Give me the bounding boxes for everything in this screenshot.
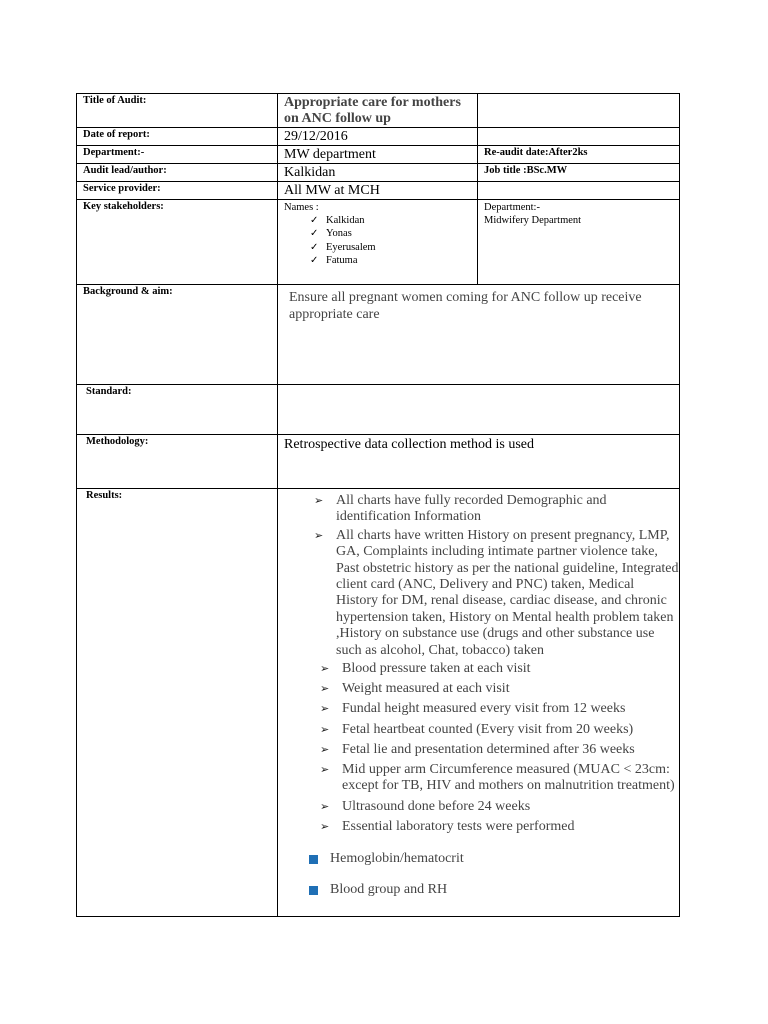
arrowhead-bullet-icon: ➢ (320, 763, 330, 777)
list-item: ➢ Blood pressure taken at each visit (320, 661, 531, 677)
row-title (77, 94, 680, 128)
arrowhead-bullet-icon: ➢ (320, 742, 330, 756)
list-item: ➢ Ultrasound done before 24 weeks (320, 798, 531, 814)
date-label: Date of report: (77, 128, 278, 146)
stakeholder-names (278, 200, 478, 285)
row-date (77, 128, 680, 146)
background-label: Background & aim: (77, 285, 278, 385)
job-title: Job title :BSc.MW (478, 164, 680, 182)
list-item: ➢ All charts have written History on present pregnancy, LMP, GA, Complaints including intimate partner violence take, Past obstetric history as per the national guideline, Integrated client card (ANC, Delivery and PNC) taken, Medical History for DM, renal disease, cardiac disease, and chronic hypertension taken, History on Mental health problem taken ,History on substance use (drugs and other substance use such as alcohol, Chat, tobacco) taken (314, 527, 679, 658)
arrowhead-bullet-icon: ➢ (320, 662, 330, 676)
arrowhead-bullet-icon: ➢ (314, 528, 324, 542)
check-mark-icon: ✓ (310, 215, 319, 226)
names-label: Names : (284, 202, 319, 213)
list-item: ➢ Weight measured at each visit (320, 681, 510, 697)
row-lead (77, 164, 680, 182)
row-background (77, 285, 680, 385)
check-mark-icon: ✓ (310, 228, 319, 240)
arrowhead-bullet-icon: ➢ (320, 819, 330, 833)
arrowhead-bullet-icon: ➢ (320, 799, 330, 813)
reaudit-date: Re-audit date:After2ks (478, 146, 680, 164)
list-item: ➢ Fundal height measured every visit from 12 weeks (320, 701, 626, 717)
department-value: MW department (278, 146, 478, 164)
lead-value: Kalkidan (278, 164, 478, 182)
list-item: ✓ Fatuma (310, 255, 358, 267)
list-item: ➢ Fetal lie and presentation determined after 36 weeks (320, 741, 635, 757)
results-content (278, 489, 680, 917)
date-value: 29/12/2016 (278, 128, 478, 146)
names-list (284, 214, 477, 268)
list-item: ➢ All charts have fully recorded Demographic and identification Information (314, 493, 607, 525)
row-department (77, 146, 680, 164)
row-provider (77, 182, 680, 200)
list-item: ➢ Mid upper arm Circumference measured (MUAC < 23cm: except for TB, HIV and mothers on malnutrition treatment) (320, 762, 675, 794)
arrowhead-bullet-icon: ➢ (314, 494, 324, 507)
lead-label: Audit lead/author: (77, 164, 278, 182)
provider-value: All MW at MCH (278, 182, 478, 200)
results-list-main (284, 493, 679, 659)
list-item: Blood group and RH (284, 882, 679, 898)
square-bullet-icon (309, 886, 318, 895)
arrowhead-bullet-icon: ➢ (320, 722, 330, 736)
standard-value (278, 385, 680, 435)
list-item: ➢ Essential laboratory tests were performed (320, 818, 575, 834)
arrowhead-bullet-icon: ➢ (320, 702, 330, 716)
lab-tests-list (284, 851, 679, 898)
title-label: Title of Audit: (77, 94, 278, 128)
list-item: ➢ Fetal heartbeat counted (Every visit from 20 weeks) (320, 721, 634, 737)
row-stakeholders (77, 200, 680, 285)
list-item: ✓ Yonas (310, 228, 352, 240)
list-item: ✓ Kalkidan (310, 215, 365, 226)
results-label: Results: (77, 489, 278, 917)
audit-table (76, 93, 680, 917)
row-results (77, 489, 680, 917)
standard-label: Standard: (77, 385, 278, 435)
background-value: Ensure all pregnant women coming for ANC follow up receive appropriate care (278, 285, 680, 385)
methodology-value: Retrospective data collection method is used (278, 435, 680, 489)
title-value: Appropriate care for mothers on ANC follow up (278, 94, 478, 128)
provider-label: Service provider: (77, 182, 278, 200)
square-bullet-icon (309, 855, 318, 864)
list-item: Hemoglobin/hematocrit (284, 851, 679, 867)
row-methodology (77, 435, 680, 489)
arrowhead-bullet-icon: ➢ (320, 682, 330, 696)
methodology-label: Methodology: (77, 435, 278, 489)
results-list-measurements (284, 661, 679, 835)
check-mark-icon: ✓ (310, 255, 319, 267)
department-label: Department:- (77, 146, 278, 164)
list-item: ✓ Eyerusalem (310, 241, 376, 253)
row-standard (77, 385, 680, 435)
stakeholder-department: Department:- Midwifery Department (478, 200, 680, 285)
check-mark-icon: ✓ (310, 241, 319, 253)
stakeholders-label: Key stakeholders: (77, 200, 278, 285)
